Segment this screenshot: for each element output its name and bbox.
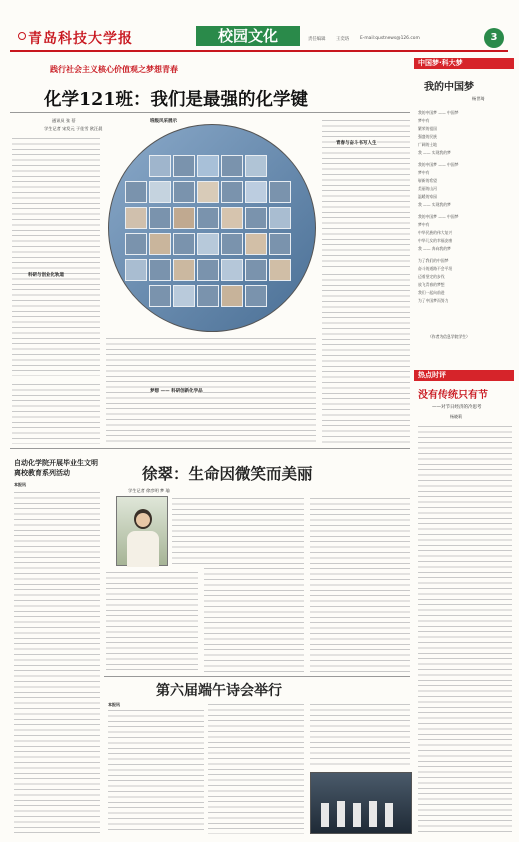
left-story-body	[14, 490, 100, 834]
section-title: 校园文化	[196, 26, 300, 46]
left-story-headline: 自动化学院开展毕业生文明离校教育系列活动	[14, 459, 98, 477]
right-column	[414, 58, 514, 368]
poem-line: 为了中国梦而努力	[418, 298, 449, 303]
poem-line: 我 —— 实现我的梦	[418, 150, 451, 155]
hot-byline: 杨晓莉	[450, 414, 462, 419]
poem-line: 梦中有	[418, 222, 430, 227]
lead-headline: 化学121班：我们是最强的化学键	[44, 90, 309, 110]
poem-line: 崭新的希望	[418, 178, 437, 183]
poem-title: 我的中国梦	[424, 82, 474, 93]
divider	[10, 112, 410, 113]
photo-caption: 班级风采展示	[150, 119, 177, 124]
poem-line: 为了我们的中国梦	[418, 258, 449, 263]
poem-line: 我的中国梦 —— 中国梦	[418, 110, 459, 115]
bottom-body-2	[208, 702, 304, 834]
lead-body-under-photo	[106, 336, 316, 444]
poem-line: 我 —— 实现我的梦	[418, 202, 451, 207]
poem-line: 迈着坚定的步伐	[418, 274, 445, 279]
editor-label: 责任编辑	[308, 37, 326, 42]
left-story-byline: 本报讯	[14, 482, 26, 487]
feature-headline: 徐翠：生命因微笑而美丽	[142, 464, 313, 483]
poem-line: 广阔的土地	[418, 142, 437, 147]
lead-body-col-1	[12, 136, 100, 376]
paper-name: 青岛科技大学报	[28, 31, 133, 47]
feature-body-2	[204, 496, 304, 672]
hot-review-label: 热点时评	[414, 370, 514, 381]
poem-line: 繁荣的祖国	[418, 126, 437, 131]
hot-title: 没有传统只有节	[418, 390, 488, 401]
feature-body-3	[310, 496, 410, 672]
feature-body-1	[106, 570, 198, 672]
logo-icon	[18, 32, 26, 40]
page-number-badge	[484, 28, 504, 48]
email: E-mail:qustnews@126.com	[360, 36, 420, 41]
series-label: 中国梦·科大梦	[414, 58, 514, 69]
divider	[104, 676, 410, 677]
poem-line: 奋斗的道路不会平坦	[418, 266, 453, 271]
poem-line: 中华民族的伟大复兴	[418, 230, 453, 235]
hot-subtitle: ——对节日经济的冷思考	[432, 405, 482, 410]
poem-line: 强盛的民族	[418, 134, 437, 139]
bottom-byline: 本报讯	[108, 702, 120, 707]
poem-line: 我的中国梦 —— 中国梦	[418, 214, 459, 219]
bottom-body-3	[310, 702, 410, 768]
poetry-event-photo	[310, 772, 412, 834]
poem-line: 我的中国梦 —— 中国梦	[418, 162, 459, 167]
lead-body-col-1b	[12, 382, 100, 444]
poem-line: 我 —— 奔向我的梦	[418, 246, 451, 251]
lead-subhead-3: 青春与奋斗书写人生	[336, 141, 377, 146]
lead-kicker: 践行社会主义核心价值观之梦想青春	[50, 65, 178, 74]
poem-line: 中华儿女的幸福安康	[418, 238, 453, 243]
lead-subhead-1: 科研与创业化轨道	[28, 273, 64, 278]
bottom-body-1	[108, 708, 204, 834]
bottom-headline: 第六届端午诗会举行	[156, 683, 282, 699]
hot-body	[418, 424, 512, 834]
lead-byline-2: 学生记者 宋发元 于佳雪 欧汪晨	[44, 126, 103, 131]
feature-byline: 学生记者 徐彦明 梦 瑜	[128, 488, 170, 493]
divider	[10, 448, 410, 449]
poem-line: 美丽的山河	[418, 186, 437, 191]
poem-line: 温暖的家园	[418, 194, 437, 199]
masthead	[0, 0, 519, 58]
poem-line: 梦中有	[418, 170, 430, 175]
masthead-rule	[10, 50, 508, 52]
poem-lines	[418, 110, 512, 306]
poem-author: 杨世琦	[472, 96, 485, 101]
feature-photo	[116, 496, 168, 566]
poem-line: 放飞青春的梦想	[418, 282, 445, 287]
lead-subhead-2: 梦想 —— 科研创新化学品	[150, 389, 203, 394]
poem-line: 我们一起向前进	[418, 290, 445, 295]
lead-byline: 通讯员 张 蓓	[52, 118, 76, 123]
poem-line: 梦中有	[418, 118, 430, 123]
class-photo-collage	[108, 124, 316, 332]
poem-note: （作者为信息学院学生）	[428, 334, 470, 339]
lead-body-col-3b	[322, 272, 410, 444]
page-number: 3	[490, 32, 498, 43]
editor-name: 王奕珞	[336, 37, 350, 42]
